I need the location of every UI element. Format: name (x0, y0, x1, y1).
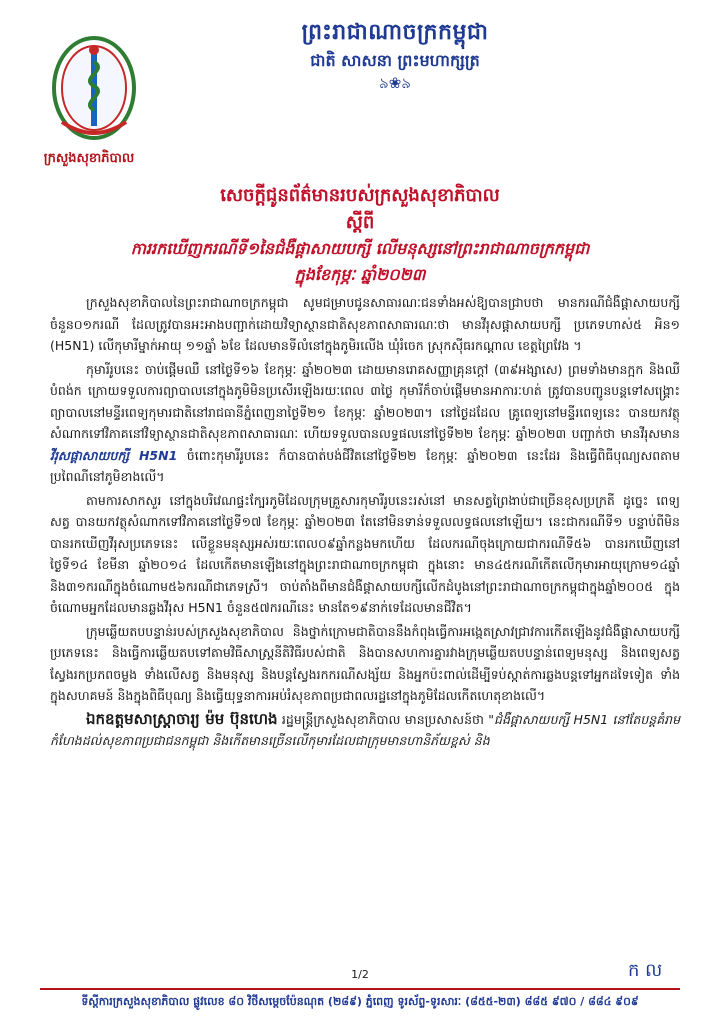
footer-address: ទីស្តីការក្រសួងសុខាភិបាល ផ្លូវលេខ ៨០ វិថីសម្តេចប៉ែនណុត (២៨៩) ភ្នំពេញ ទូរស័ព្ទ-ទូរសារៈ (៨៥៥-២៣) ៨៨៥ ៩៧០ / ៨៨៤ ៩០៩ (81, 995, 639, 1008)
paragraph-5-text: រដ្ឋមន្ត្រីក្រសួងសុខាភិបាល មានប្រសាសន៍ថា (281, 711, 484, 727)
paragraph-2-text-a: កុមារីរូបនេះ ចាប់ផ្តើមឈឺ នៅថ្ងៃទី១៦ ខែកុម្ភៈ ឆ្នាំ២០២៣ ដោយមានរោគសញ្ញាគ្រុនក្តៅ (៣៩អង្សាសេ) ព្រមទាំងមានក្អក និងឈឺបំពង់ក ក្រោយទទួលការព្យាបាលនៅក្នុងភូមិមិនប្រសើរឡើងរយៈពេល ៣ថ្ងៃ កុមារីក៏ចាប់ផ្តើមមានអាការៈហត់ ត្រូវបានបញ្ជូនបន្តទៅសង្គ្រោះព្យាបាលនៅមន្ទីរពេទ្យកុមារជាតិនៅរាជធានីភ្នំពេញនាថ្ងៃទី២១ ខែកុម្ភៈ ឆ្នាំ២០២៣។ នៅថ្ងៃដដែល គ្រូពេទ្យនៅមន្ទីរពេទ្យនេះ បានយកវត្ថុសំណាកទៅវិភាគនៅវិទ្យាស្ថានជាតិសុខភាពសាធារណៈ ហើយទទួលបានលទ្ធផលនៅថ្ងៃទី២២ ខែកុម្ភៈ ឆ្នាំ២០២៣ បញ្ជាក់ថា មានវីរុសមាន (50, 361, 680, 441)
paragraph-2-text-b: ចំពោះកុមារីរូបនេះ ក៏បានបាត់បង់ជីវិតនៅថ្ងៃទី២២ ខែកុម្ភៈ ឆ្នាំ២០២៣ នេះដែរ និងធ្វើពិធីបុណ្យសពតាមប្រពៃណីនៅភូមិខាងលើ។ (50, 447, 681, 484)
kingdom-title: ព្រះរាជាណាចក្រកម្ពុជា (301, 20, 489, 45)
title-line-2: ស្តីពី (345, 212, 375, 233)
paragraph-2 (50, 359, 680, 488)
letterhead (200, 18, 590, 92)
title-line-3: ការរកឃើញករណីទី១នៃជំងឺផ្តាសាយបក្សី លើមនុស្សនៅព្រះរាជាណាចក្រកម្ពុជា (130, 239, 590, 258)
minister-quote: "ជំងឺផ្តាសាយបក្សី H5N1 នៅតែបន្តគំរាមកំហែងដល់សុខភាពប្រជាជនកម្ពុជា និងកើតមានច្រើនលើកុមារដែលជាក្រុមមានហានិភ័យខ្ពស់ និង (50, 711, 680, 748)
minister-name: ឯកឧត្តមសាស្ត្រាចារ្យ ម៉ម ប៊ុនហេង (86, 709, 278, 728)
paragraph-5 (50, 709, 680, 752)
paragraph-2-emphasis: វីរុសផ្តាសាយបក្សី H5N1 (50, 447, 178, 463)
ministry-label: ក្រសួងសុខាភិបាល (43, 151, 135, 166)
title-line-4: ក្នុងខែកុម្ភៈ ឆ្នាំ២០២៣ (294, 265, 426, 284)
footer-divider (40, 988, 680, 990)
paragraph-3: តាមការសាកសួរ នៅក្នុងបរិវេណផ្ទះក្បែរភូមិដែលក្រុមគ្រួសារកុមារីរូបនេះរស់នៅ មានសត្វព្រៃងាប់ជាច្រើនខុសប្រក្រតី ដូច្នេះ ពេទ្យសត្វ បានយកវត្ថុសំណាកទៅវិភាគនៅថ្ងៃទី១៧ ខែកុម្ភៈ ឆ្នាំ២០២៣ តែនៅមិនទាន់ទទួលលទ្ធផលនៅឡើយ។ នេះជាករណីទី១ បន្ទាប់ពីមិនបានរកឃើញវីរុសប្រភេទនេះ លើខ្លួនមនុស្សអស់រយៈពេល០៩ឆ្នាំកន្លងមកហើយ ដែលករណីចុងក្រោយជាករណីទី៥៦ បានរកឃើញនៅថ្ងៃទី១៤ ខែមីនា ឆ្នាំ២០១៤ ដែលកើតមានឡើងនៅក្នុងព្រះរាជាណាចក្រកម្ពុជា ក្នុងនោះ មាន៤៥ករណីកើតលើកុមារអាយុក្រោម១៤ឆ្នាំ និង៣១ករណីក្នុងចំណោម៥៦ករណីជាភេទស្រី។ ចាប់តាំងពីមានជំងឺផ្តាសាយបក្សីលើកដំបូងនៅព្រះរាជាណាចក្រកម្ពុជាក្នុងឆ្នាំ២០០៥ ក្នុងចំណោមអ្នកដែលមានឆ្លងវីរុស H5N1 ចំនួន៥៧ករណីនេះ មានតែ១៩នាក់ទេដែលមានជីវិត។ (50, 492, 680, 615)
initials-signature: ក ល (628, 960, 663, 981)
ministry-logo (48, 32, 140, 144)
title-line-1: សេចក្តីជូនព័ត៌មានរបស់ក្រសួងសុខាភិបាល (220, 185, 500, 206)
page-number: 1/2 (351, 968, 369, 981)
body-text (50, 292, 680, 754)
national-motto: ជាតិ សាសនា ព្រះមហាក្សត្រ (310, 51, 480, 70)
paragraph-4: ក្រុមឆ្លើយតបបន្ទាន់របស់ក្រសួងសុខាភិបាល និងថ្នាក់ក្រោមជាតិបាននឹងកំពុងធ្វើការអង្កេតស្រាវជ្រាវការកើតឡើងនូវជំងឺផ្តាសាយបក្សីប្រភេទនេះ និងធ្វើការឆ្លើយតបទៅតាមវិធីសាស្ត្រនីតិវិធីរបស់ជាតិ និងបានសហការគ្នារវាងក្រុមឆ្លើយតបបន្ទាន់ពេទ្យមនុស្ស និងពេទ្យសត្វ ស្វែងរកប្រភពចម្លង ទាំងលើសត្វ និងមនុស្ស និងបន្តស្វែងរកករណីសង្ស័យ និងអ្នកប៉ះពាល់ដើម្បីទប់ស្កាត់ការឆ្លងបន្តទៅអ្នកដទៃទៀត ទាំងក្នុងសហគមន៍ និងក្នុងពិធីបុណ្យ និងធ្វើយុទ្ធនាការអប់រំសុខភាពប្រជាពលរដ្ឋនៅក្នុងភូមិដែលកើតហេតុខាងលើ។ (50, 623, 680, 703)
press-release-title (40, 182, 680, 288)
paragraph-1: ក្រសួងសុខាភិបាលនៃព្រះរាជាណាចក្រកម្ពុជា សូមជម្រាបជូនសាធារណៈជនទាំងអស់ឱ្យបានជ្រាបថា មានករណីជំងឺផ្តាសាយបក្សីចំនួន០១ករណី ដែលត្រូវបានអះអាងបញ្ជាក់ដោយវិទ្យាស្ថានជាតិសុខភាពសាធារណៈថា មានវីរុសផ្តាសាយបក្សី ប្រភេទហាស់៥ អិន១ (H5N1) លើកុមារីម្នាក់អាយុ ១១ឆ្នាំ ៦ខែ ដែលមានទីលំនៅក្នុងភូមិរលើង ឃុំរំចេក ស្រុកស៊ីធរកណ្តាល ខេត្តព្រៃវែង ។ (50, 295, 680, 353)
ornament: ৯❀৯ (378, 74, 412, 92)
